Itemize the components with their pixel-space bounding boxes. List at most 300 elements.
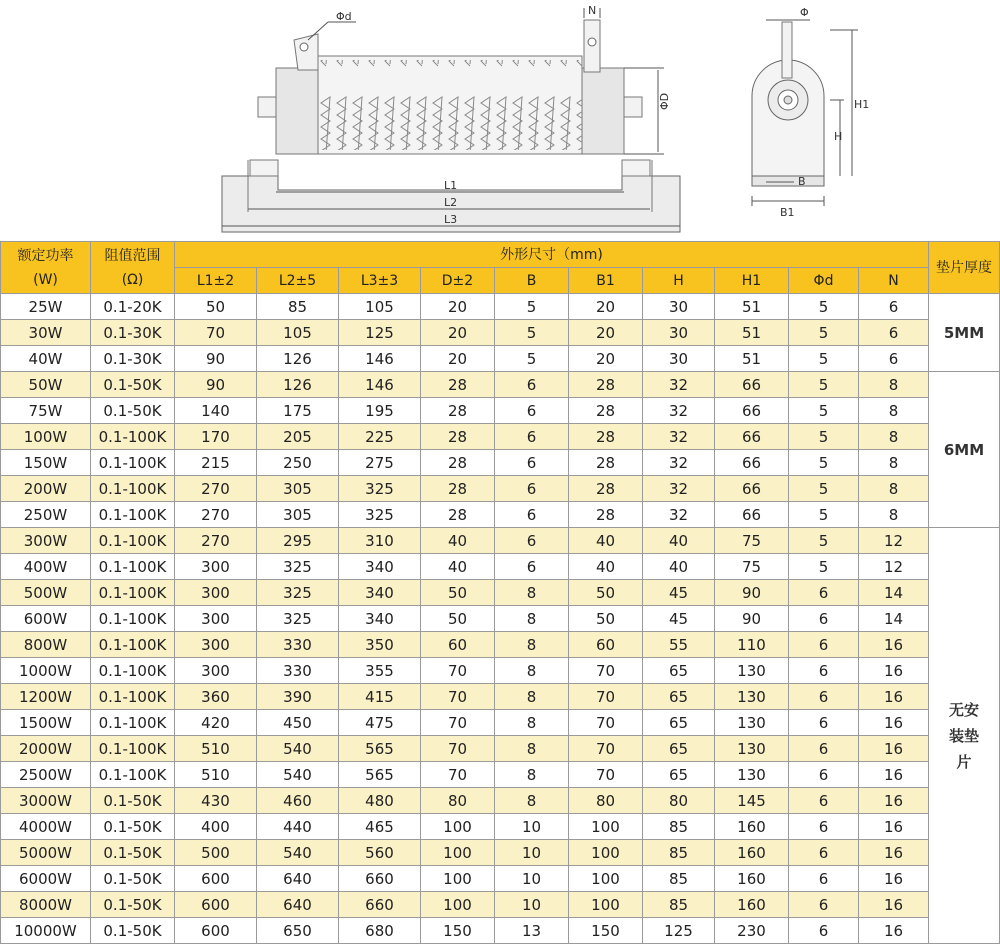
table-cell: 16 <box>859 632 929 658</box>
table-body <box>1 294 1000 944</box>
table-cell: 100 <box>569 840 643 866</box>
table-cell: 85 <box>643 892 715 918</box>
table-cell: 8 <box>859 450 929 476</box>
table-cell: 51 <box>715 346 789 372</box>
table-cell: 8000W <box>1 892 91 918</box>
table-cell: 65 <box>643 658 715 684</box>
table-cell: 0.1-100K <box>91 736 175 762</box>
table-cell: 65 <box>643 762 715 788</box>
table-cell: 0.1-50K <box>91 372 175 398</box>
table-cell: 8 <box>495 606 569 632</box>
table-cell: 100 <box>421 814 495 840</box>
table-row <box>1 346 1000 372</box>
table-cell: 510 <box>175 762 257 788</box>
table-cell: 800W <box>1 632 91 658</box>
table-cell: 205 <box>257 424 339 450</box>
table-cell: 150 <box>569 918 643 944</box>
table-cell: 66 <box>715 372 789 398</box>
table-cell: 300 <box>175 554 257 580</box>
label-h: H <box>834 130 843 143</box>
table-cell: 5 <box>789 528 859 554</box>
table-cell: 230 <box>715 918 789 944</box>
table-cell: 90 <box>175 346 257 372</box>
table-cell: 28 <box>421 424 495 450</box>
table-cell: 0.1-100K <box>91 580 175 606</box>
table-cell: 2000W <box>1 736 91 762</box>
table-cell: 28 <box>569 372 643 398</box>
table-cell: 25W <box>1 294 91 320</box>
table-cell: 85 <box>643 866 715 892</box>
label-phi-D: ΦD <box>658 92 671 110</box>
table-cell: 16 <box>859 814 929 840</box>
table-cell: 50 <box>569 580 643 606</box>
column-header: H1 <box>715 268 789 294</box>
table-cell: 100 <box>421 840 495 866</box>
table-cell: 6 <box>495 372 569 398</box>
table-cell: 28 <box>569 450 643 476</box>
label-h1: H1 <box>854 98 870 111</box>
table-cell: 340 <box>339 554 421 580</box>
table-cell: 60 <box>421 632 495 658</box>
table-cell: 16 <box>859 736 929 762</box>
table-cell: 6 <box>495 528 569 554</box>
table-cell: 6 <box>789 658 859 684</box>
table-cell: 75W <box>1 398 91 424</box>
table-cell: 270 <box>175 502 257 528</box>
table-cell: 60 <box>569 632 643 658</box>
header-power-line2: (W) <box>33 271 58 288</box>
column-header: N <box>859 268 929 294</box>
table-cell: 5 <box>789 476 859 502</box>
table-cell: 0.1-100K <box>91 762 175 788</box>
table-cell: 8 <box>495 684 569 710</box>
table-cell: 70 <box>569 736 643 762</box>
table-cell: 70 <box>569 684 643 710</box>
table-cell: 6 <box>495 398 569 424</box>
table-cell: 5 <box>789 346 859 372</box>
table-cell: 28 <box>569 424 643 450</box>
table-row <box>1 554 1000 580</box>
table-cell: 32 <box>643 502 715 528</box>
label-l3: L3 <box>444 213 458 226</box>
table-row <box>1 606 1000 632</box>
table-cell: 13 <box>495 918 569 944</box>
table-cell: 300 <box>175 606 257 632</box>
table-cell: 640 <box>257 866 339 892</box>
table-cell: 32 <box>643 372 715 398</box>
table-cell: 600 <box>175 892 257 918</box>
table-cell: 225 <box>339 424 421 450</box>
table-cell: 5 <box>789 398 859 424</box>
table-cell: 14 <box>859 606 929 632</box>
table-cell: 32 <box>643 450 715 476</box>
table-cell: 160 <box>715 866 789 892</box>
table-cell: 70 <box>421 710 495 736</box>
table-cell: 6 <box>789 684 859 710</box>
table-cell: 75 <box>715 554 789 580</box>
table-cell: 70 <box>421 736 495 762</box>
table-cell: 28 <box>569 502 643 528</box>
table-row <box>1 892 1000 918</box>
table-cell: 126 <box>257 372 339 398</box>
table-cell: 0.1-50K <box>91 840 175 866</box>
table-cell: 80 <box>643 788 715 814</box>
table-cell: 70 <box>175 320 257 346</box>
table-cell: 340 <box>339 606 421 632</box>
table-cell: 66 <box>715 398 789 424</box>
table-cell: 6 <box>789 736 859 762</box>
table-cell: 2500W <box>1 762 91 788</box>
table-cell: 45 <box>643 606 715 632</box>
table-cell: 6 <box>495 424 569 450</box>
table-cell: 50 <box>421 606 495 632</box>
table-cell: 275 <box>339 450 421 476</box>
table-cell: 175 <box>257 398 339 424</box>
table-cell: 75 <box>715 528 789 554</box>
table-cell: 195 <box>339 398 421 424</box>
table-cell: 105 <box>339 294 421 320</box>
table-row <box>1 476 1000 502</box>
table-cell: 160 <box>715 814 789 840</box>
table-cell: 6 <box>789 710 859 736</box>
table-cell: 0.1-100K <box>91 632 175 658</box>
table-cell: 20 <box>569 320 643 346</box>
table-cell: 100 <box>569 866 643 892</box>
table-cell: 28 <box>421 450 495 476</box>
table-cell: 540 <box>257 840 339 866</box>
table-cell: 510 <box>175 736 257 762</box>
table-cell: 40 <box>421 554 495 580</box>
table-row <box>1 424 1000 450</box>
table-cell: 20 <box>421 320 495 346</box>
table-cell: 28 <box>421 476 495 502</box>
table-row <box>1 502 1000 528</box>
table-cell: 32 <box>643 424 715 450</box>
table-cell: 20 <box>421 294 495 320</box>
table-cell: 40 <box>421 528 495 554</box>
table-cell: 6 <box>789 892 859 918</box>
table-cell: 565 <box>339 736 421 762</box>
table-cell: 70 <box>421 658 495 684</box>
table-cell: 0.1-100K <box>91 554 175 580</box>
table-row <box>1 528 1000 554</box>
table-cell: 215 <box>175 450 257 476</box>
table-cell: 125 <box>643 918 715 944</box>
table-cell: 145 <box>715 788 789 814</box>
table-cell: 565 <box>339 762 421 788</box>
header-power <box>1 242 91 294</box>
table-cell: 30 <box>643 346 715 372</box>
table-cell: 30 <box>643 320 715 346</box>
pad-thickness-value: 无安装垫片 <box>948 700 979 771</box>
table-cell: 0.1-50K <box>91 788 175 814</box>
table-cell: 66 <box>715 450 789 476</box>
table-cell: 8 <box>495 710 569 736</box>
table-cell: 0.1-30K <box>91 346 175 372</box>
table-cell: 40W <box>1 346 91 372</box>
table-cell: 8 <box>495 788 569 814</box>
table-cell: 600 <box>175 866 257 892</box>
table-cell: 540 <box>257 736 339 762</box>
table-cell: 325 <box>339 476 421 502</box>
column-header: D±2 <box>421 268 495 294</box>
table-cell: 40 <box>569 554 643 580</box>
table-cell: 305 <box>257 502 339 528</box>
table-cell: 100 <box>569 814 643 840</box>
header-pad-thickness: 垫片厚度 <box>929 242 1000 294</box>
table-cell: 10 <box>495 892 569 918</box>
table-cell: 5 <box>789 424 859 450</box>
label-l1: L1 <box>444 179 458 192</box>
table-cell: 6 <box>789 814 859 840</box>
table-row <box>1 866 1000 892</box>
table-cell: 540 <box>257 762 339 788</box>
table-cell: 0.1-100K <box>91 528 175 554</box>
side-view <box>752 6 869 219</box>
column-header: H <box>643 268 715 294</box>
table-cell: 650 <box>257 918 339 944</box>
table-cell: 8 <box>495 762 569 788</box>
table-cell: 85 <box>643 814 715 840</box>
table-cell: 6 <box>789 840 859 866</box>
table-cell: 160 <box>715 892 789 918</box>
table-row <box>1 684 1000 710</box>
table-row <box>1 762 1000 788</box>
column-header: Φd <box>789 268 859 294</box>
table-cell: 680 <box>339 918 421 944</box>
table-cell: 32 <box>643 398 715 424</box>
table-cell: 14 <box>859 580 929 606</box>
table-cell: 32 <box>643 476 715 502</box>
table-cell: 600W <box>1 606 91 632</box>
table-cell: 350 <box>339 632 421 658</box>
table-cell: 0.1-100K <box>91 710 175 736</box>
table-cell: 10000W <box>1 918 91 944</box>
table-cell: 5 <box>789 554 859 580</box>
table-cell: 250 <box>257 450 339 476</box>
table-cell: 10 <box>495 840 569 866</box>
table-cell: 0.1-50K <box>91 892 175 918</box>
header-power-line1: 额定功率 <box>17 247 74 264</box>
pad-thickness-cell <box>929 372 1000 528</box>
table-cell: 66 <box>715 476 789 502</box>
table-cell: 5 <box>789 450 859 476</box>
table-cell: 0.1-100K <box>91 658 175 684</box>
table-cell: 6000W <box>1 866 91 892</box>
header-resistance-line1: 阻值范围 <box>104 247 161 264</box>
table-row <box>1 710 1000 736</box>
table-cell: 6 <box>495 476 569 502</box>
table-cell: 6 <box>789 632 859 658</box>
table-cell: 300 <box>175 632 257 658</box>
table-cell: 6 <box>495 450 569 476</box>
table-cell: 340 <box>339 580 421 606</box>
table-cell: 130 <box>715 684 789 710</box>
table-cell: 10 <box>495 814 569 840</box>
table-cell: 5 <box>789 502 859 528</box>
table-cell: 16 <box>859 710 929 736</box>
table-cell: 100 <box>421 892 495 918</box>
table-cell: 125 <box>339 320 421 346</box>
table-cell: 50 <box>569 606 643 632</box>
table-cell: 126 <box>257 346 339 372</box>
table-cell: 16 <box>859 866 929 892</box>
table-cell: 16 <box>859 892 929 918</box>
column-header: L2±5 <box>257 268 339 294</box>
pad-thickness-cell <box>929 294 1000 372</box>
table-cell: 130 <box>715 762 789 788</box>
table-cell: 90 <box>715 606 789 632</box>
table-cell: 65 <box>643 736 715 762</box>
front-view <box>222 4 680 232</box>
table-cell: 1500W <box>1 710 91 736</box>
table-cell: 160 <box>715 840 789 866</box>
table-cell: 70 <box>569 762 643 788</box>
table-cell: 8 <box>495 580 569 606</box>
table-cell: 0.1-20K <box>91 294 175 320</box>
pad-thickness-cell <box>929 528 1000 944</box>
table-cell: 6 <box>789 918 859 944</box>
table-cell: 300W <box>1 528 91 554</box>
table-cell: 8 <box>495 736 569 762</box>
table-cell: 20 <box>569 294 643 320</box>
table-cell: 6 <box>859 320 929 346</box>
table-cell: 40 <box>643 554 715 580</box>
table-row <box>1 814 1000 840</box>
header-resistance <box>91 242 175 294</box>
table-cell: 28 <box>569 476 643 502</box>
table-cell: 270 <box>175 476 257 502</box>
table-cell: 6 <box>789 866 859 892</box>
table-cell: 0.1-100K <box>91 502 175 528</box>
table-cell: 150W <box>1 450 91 476</box>
label-n: N <box>588 4 597 17</box>
table-cell: 100W <box>1 424 91 450</box>
table-cell: 90 <box>175 372 257 398</box>
table-cell: 16 <box>859 840 929 866</box>
table-cell: 0.1-50K <box>91 814 175 840</box>
table-cell: 355 <box>339 658 421 684</box>
column-header: B1 <box>569 268 643 294</box>
table-row <box>1 450 1000 476</box>
table-cell: 300 <box>175 580 257 606</box>
table-cell: 0.1-50K <box>91 866 175 892</box>
table-cell: 475 <box>339 710 421 736</box>
table-cell: 400W <box>1 554 91 580</box>
table-cell: 1000W <box>1 658 91 684</box>
table-cell: 20 <box>569 346 643 372</box>
table-cell: 560 <box>339 840 421 866</box>
table-cell: 325 <box>257 554 339 580</box>
table-cell: 480 <box>339 788 421 814</box>
table-cell: 100 <box>569 892 643 918</box>
table-cell: 660 <box>339 892 421 918</box>
table-row <box>1 736 1000 762</box>
table-row <box>1 658 1000 684</box>
table-row <box>1 918 1000 944</box>
table-cell: 0.1-100K <box>91 424 175 450</box>
table-cell: 8 <box>859 372 929 398</box>
table-cell: 90 <box>715 580 789 606</box>
table-cell: 330 <box>257 632 339 658</box>
table-cell: 460 <box>257 788 339 814</box>
table-cell: 105 <box>257 320 339 346</box>
table-row <box>1 840 1000 866</box>
table-cell: 6 <box>859 294 929 320</box>
table-row <box>1 632 1000 658</box>
table-cell: 80 <box>421 788 495 814</box>
table-cell: 300 <box>175 658 257 684</box>
table-cell: 250W <box>1 502 91 528</box>
table-cell: 5000W <box>1 840 91 866</box>
table-cell: 8 <box>859 424 929 450</box>
table-header <box>1 242 1000 294</box>
table-cell: 16 <box>859 918 929 944</box>
table-cell: 40 <box>643 528 715 554</box>
table-cell: 0.1-100K <box>91 450 175 476</box>
table-cell: 12 <box>859 528 929 554</box>
header-resistance-line2: (Ω) <box>121 271 144 288</box>
table-cell: 5 <box>495 320 569 346</box>
table-cell: 6 <box>495 554 569 580</box>
table-cell: 70 <box>569 658 643 684</box>
table-row <box>1 372 1000 398</box>
table-cell: 5 <box>495 346 569 372</box>
table-cell: 500 <box>175 840 257 866</box>
table-cell: 28 <box>421 372 495 398</box>
table-cell: 1200W <box>1 684 91 710</box>
table-cell: 0.1-50K <box>91 918 175 944</box>
table-cell: 70 <box>569 710 643 736</box>
table-cell: 130 <box>715 658 789 684</box>
table-cell: 6 <box>789 606 859 632</box>
table-cell: 465 <box>339 814 421 840</box>
table-cell: 130 <box>715 710 789 736</box>
table-cell: 305 <box>257 476 339 502</box>
table-cell: 3000W <box>1 788 91 814</box>
table-cell: 30 <box>643 294 715 320</box>
table-cell: 110 <box>715 632 789 658</box>
table-cell: 660 <box>339 866 421 892</box>
table-cell: 325 <box>257 606 339 632</box>
table-cell: 415 <box>339 684 421 710</box>
table-cell: 66 <box>715 424 789 450</box>
table-cell: 325 <box>257 580 339 606</box>
table-cell: 430 <box>175 788 257 814</box>
table-cell: 8 <box>859 502 929 528</box>
table-cell: 100 <box>421 866 495 892</box>
table-cell: 0.1-100K <box>91 606 175 632</box>
table-cell: 310 <box>339 528 421 554</box>
table-row <box>1 294 1000 320</box>
table-cell: 170 <box>175 424 257 450</box>
label-b: B <box>798 175 806 188</box>
table-cell: 500W <box>1 580 91 606</box>
table-cell: 40 <box>569 528 643 554</box>
table-cell: 8 <box>495 632 569 658</box>
table-cell: 0.1-50K <box>91 398 175 424</box>
resistor-dimension-drawing <box>0 0 1000 241</box>
table-cell: 6 <box>789 580 859 606</box>
table-cell: 270 <box>175 528 257 554</box>
table-cell: 55 <box>643 632 715 658</box>
table-cell: 8 <box>859 398 929 424</box>
table-cell: 325 <box>339 502 421 528</box>
table-cell: 65 <box>643 710 715 736</box>
table-cell: 65 <box>643 684 715 710</box>
table-cell: 0.1-100K <box>91 684 175 710</box>
table-cell: 5 <box>789 372 859 398</box>
